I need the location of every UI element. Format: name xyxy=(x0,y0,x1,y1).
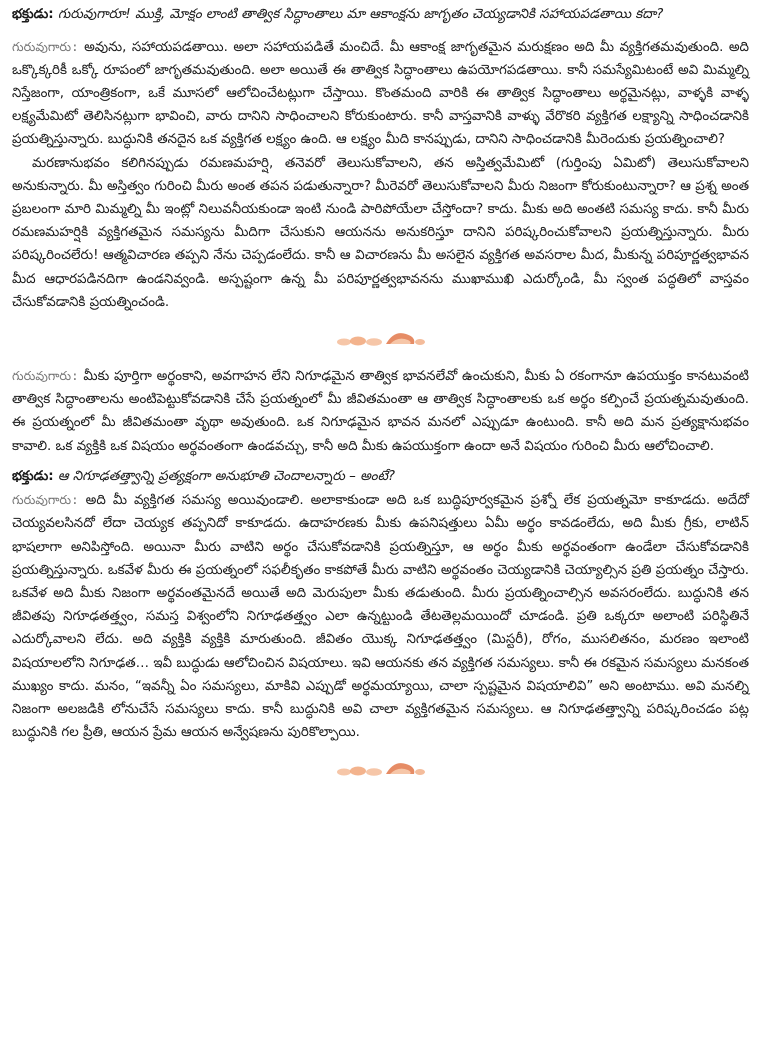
spacer xyxy=(12,458,749,466)
answer-3 xyxy=(12,488,749,744)
devotee-label: భక్తుడు: xyxy=(12,468,54,484)
answer-1 xyxy=(12,35,749,152)
lotus-flower-ornament-icon xyxy=(12,314,749,364)
answer-1-continued xyxy=(12,152,749,314)
lotus-flower-ornament-icon xyxy=(336,328,426,350)
lotus-flower-ornament-icon xyxy=(336,758,426,780)
lotus-flower-ornament-icon xyxy=(12,744,749,794)
devotee-label: భక్తుడు: xyxy=(12,7,54,22)
answer-text: అవును, సహాయపడతాయి. అలా సహాయపడితే మంచిదే. మీ ఆకాంక్ష జాగృతమైన మరుక్షణం అది మీ వ్యక్తిగతమవుతుంది. అది ఒక్కొక్కరికీ ఒక్కో రూపంలో జాగృతమవుతుంది. అలా అయితే ఈ తాత్విక సిద్ధాంతాలు ఉపయోగపడతాయి. కానీ సమస్యేమిటంటే అవి మిమ్మల్ని నిస్తేజంగా, యాంత్రికంగా, ఒకే మూసలో ఆలోచించేటట్లుగా చేస్తాయి. కొంతమంది వారికి ఈ తాత్విక సిద్ధాంతాలు అర్థమైనట్లు, వాళ్ళకి వాళ్ళ లక్ష్యమేమిటో తెలిసినట్లుగా భావించి, వారు దానిని సాధించాలని కోరుకుంటారు. కానీ వాస్తవానికి వాళ్ళు వేరొకరి వ్యక్తిగత లక్ష్యాన్ని సాధించడానికి ప్రయత్నిస్తున్నారు. బుద్ధునికి తనదైన ఒక వ్యక్తిగత లక్ష్యం ఉంది. ఆ లక్ష్యం మీది కానప్పుడు, దానిని సాధించడానికి మీరెందుకు ప్రయత్నించాలి? xyxy=(12,39,749,148)
question-1 xyxy=(12,4,749,27)
answer-text: మీకు పూర్తిగా అర్థంకాని, అవగాహన లేని నిగూఢమైన తాత్విక భావనలేవో ఉంచుకుని, మీకు ఏ రకంగానూ ఉపయుక్తం కానటువంటి తాత్విక సిద్ధాంతాలను అంటిపెట్టుకోవడానికి చేసే ప్రయత్నంలో మీ జీవితమంతా ఆ తాత్విక సిద్ధాంతాలకు ఒక అర్థం కల్పించే ప్రయత్నమవుతుంది. ఈ ప్రయత్నంలో మీ జీవితమంతా వృథా అవుతుంది. ఒక నిగూఢమైన భావన మనలో ఎప్పుడూ ఉంటుంది. కానీ అది మన ప్రత్యక్షానుభవం కావాలి. ఒక వ్యక్తికి ఒక విషయం అర్థవంతంగా ఉండవచ్చు, కానీ అది మీకు ఉపయుక్తంగా ఉందా అనే విషయం గురించి మీరు ఆలోచించాలి. xyxy=(12,368,749,454)
spacer xyxy=(12,27,749,35)
guru-label: గురువుగారు: xyxy=(12,492,79,508)
question-2 xyxy=(12,466,749,489)
question-text: ఆ నిగూఢతత్త్వాన్ని ప్రత్యక్షంగా అనుభూతి చెందాలన్నారు – అంటే? xyxy=(53,468,396,484)
guru-label: గురువుగారు: xyxy=(12,367,79,383)
answer-text: మరణానుభవం కలిగినప్పుడు రమణమహర్షి, తనెవరో తెలుసుకోవాలని, తన అస్తిత్వమేమిటో (గుర్తింపు ఏమిటో) తెలుసుకోవాలని అనుకున్నారు. మీ అస్తిత్వం గురించి మీరు అంత తపన పడుతున్నారా? మీరెవరో తెలుసుకోవాలని మీరు నిజంగా కోరుకుంటున్నారా? ఆ ప్రశ్న అంత ప్రబలంగా మారి మిమ్మల్ని మీ ఇంట్లో నిలువనీయకుండా ఇంటి నుండి పారిపోయేలా చేస్తోందా? కాదు. మీకు అది అంతటి సమస్య కాదు. కానీ మీరు రమణమహర్షికి వ్యక్తిగతమైన సమస్యను మీదిగా చేసుకుని ఆయనను అనుకరిస్తూ దానిని పరిష్కరించుకోవాలని ప్రయత్నిస్తున్నారు. మీరు పరిష్కరించలేరు! ఆత్మవిచారణ తప్పని నేను చెప్పడంలేదు. కానీ ఆ విచారణను మీ అసలైన వ్యక్తిగత అవసరాల మీద, మీకున్న పరిపూర్ణత్వభావన మీద ఆధారపడినదిగా ఉండనివ్వండి. అస్పష్టంగా ఉన్న మీ పరిపూర్ణత్వభావనను ముఖాముఖి ఎదుర్కోండి, మీ స్వంత పద్ధతిలో వాస్తవం చేసుకోవడానికి ప్రయత్నించండి. xyxy=(12,155,749,310)
question-text: గురువుగారూ! ముక్తి, మోక్షం లాంటి తాత్విక సిద్ధాంతాలు మా ఆకాంక్షను జాగృతం చెయ్యడానికి సహాయపడతాయి కదా? xyxy=(53,7,664,22)
guru-label: గురువుగారు: xyxy=(12,38,79,54)
answer-2 xyxy=(12,364,749,458)
answer-text: అది మీ వ్యక్తిగత సమస్య అయివుండాలి. అలాకాకుండా అది ఒక బుద్ధిపూర్వకమైన ప్రశ్నో లేక ప్రయత్నమో కాకూడదు. అదేదో చెయ్యవలసినదో లేదా చెయ్యక తప్పనిదో కాకూడదు. ఉదాహరణకు మీకు ఉపనిషత్తులు ఏమీ అర్థం కావడంలేదు, అది మీకు గ్రీకు, లాటిన్ భాషలాగా అనిపిస్తోంది. అయినా మీరు వాటిని అర్థం చేసుకోవడానికి ప్రయత్నిస్తూ, ఆ అర్థం మీకు అర్థవంతంగా ఉండేలా చేసుకోవడానికి ప్రయత్నిస్తున్నారు. ఒకవేళ మీరు ఈ ప్రయత్నంలో సఫలీకృతం కాకపోతే మీరు వాటిని అర్థవంతం చెయ్యడానికి చెయ్యాల్సిన ప్రతి ప్రయత్నం చేస్తారు. ఒకవేళ అది మీకు నిజంగా అర్థవంతమైనదే అయితే అది మెరుపులా మీకు తడుతుంది. మీరు ప్రయత్నించాల్సిన అవసరంలేదు. బుద్ధునికి తన జీవితపు నిగూఢతత్త్వం, సమస్త విశ్వంలోని నిగూఢతత్త్వం ఎలా ఉన్నట్టుండి తేటతెల్లమయిందో చూడండి. ప్రతి ఒక్కరూ అలాంటి పరిస్థితినే ఎదుర్కోవాలని లేదు. అది వ్యక్తికి వ్యక్తికి మారుతుంది. జీవితం యొక్క నిగూఢతత్త్వం (మిస్టరీ), రోగం, ముసలితనం, మరణం ఇలాంటి విషయాలలోని నిగూఢత… ఇవీ బుద్ధుడు ఆలోచించిన విషయాలు. ఇవి ఆయనకు తన వ్యక్తిగత సమస్యలు. కానీ ఈ రకమైన సమస్యలు మనకంత ముఖ్యం కాదు. మనం, “ఇవన్నీ ఏం సమస్యలు, మాకివి ఎప్పుడో అర్థమయ్యాయి, చాలా స్పష్టమైన విషయాలివి” అని అంటాము. అవి మనల్ని నిజంగా అలజడికి లోనుచేసే సమస్యలు కాదు. కానీ బుద్ధునికి అవి చాలా వ్యక్తిగతమైన సమస్యలు. ఆ నిగూఢతత్త్వాన్ని పరిష్కరించడం పట్ల బుద్ధునికి గల ప్రీతి, ఆయన ప్రేమ ఆయన అన్వేషణను పురికొల్పాయి. xyxy=(12,493,749,741)
